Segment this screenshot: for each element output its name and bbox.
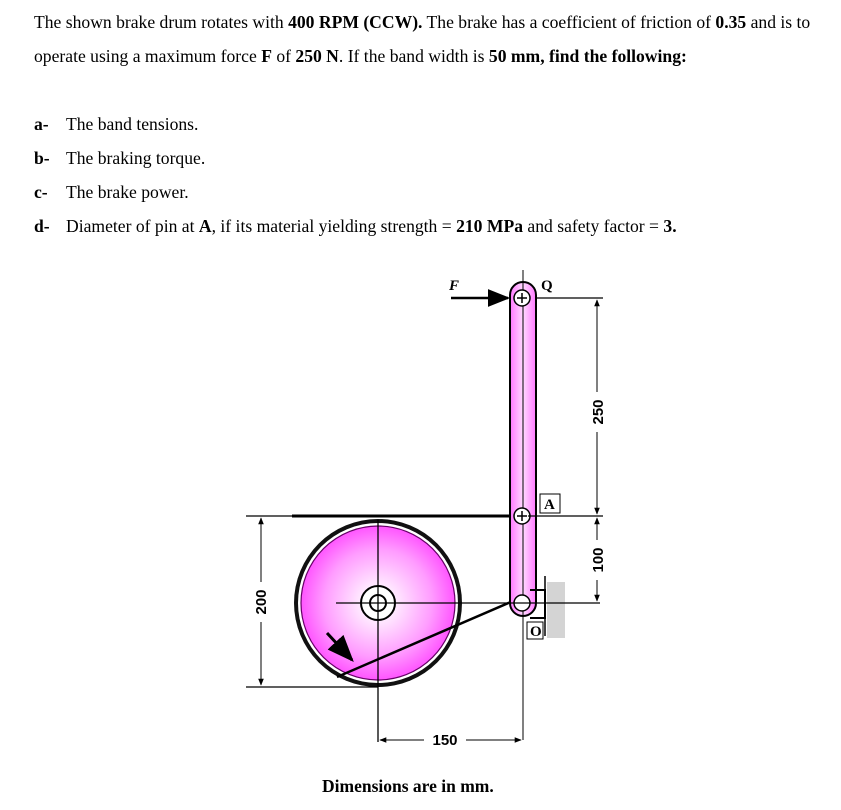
band-width-value: 50 mm bbox=[488, 45, 541, 66]
item-text: The brake power. bbox=[66, 182, 189, 202]
item-label: c- bbox=[34, 182, 48, 202]
o-label: O bbox=[530, 624, 542, 640]
force-value: 250 N bbox=[295, 45, 339, 66]
q-label: Q bbox=[541, 278, 553, 294]
a-label: A bbox=[544, 497, 555, 513]
dim-150-label: 150 bbox=[432, 732, 458, 749]
text-span: The brake has a coefficient of friction of bbox=[422, 12, 716, 32]
brake-lever bbox=[510, 270, 536, 740]
dim-200-label: 200 bbox=[253, 589, 270, 615]
item-text: and safety factor = bbox=[523, 216, 664, 236]
yield-strength-value: 210 MPa bbox=[456, 216, 524, 236]
support-block bbox=[547, 582, 565, 638]
rpm-value: 400 RPM (CCW). bbox=[288, 12, 423, 32]
figure-caption: Dimensions are in mm. bbox=[322, 776, 494, 796]
safety-factor-value: 3. bbox=[663, 216, 677, 236]
force-symbol: F bbox=[261, 45, 272, 66]
force-label: F bbox=[449, 278, 460, 294]
friction-value: 0.35 bbox=[715, 12, 747, 32]
pin-a-label: A bbox=[198, 216, 212, 236]
item-label: b- bbox=[34, 148, 50, 168]
text-span: The shown brake drum rotates with bbox=[34, 12, 289, 32]
text-span: and is to operate using a maximum force bbox=[34, 12, 811, 66]
item-text: The band tensions. bbox=[66, 114, 199, 134]
dim-100-label: 100 bbox=[590, 547, 607, 573]
dim-250-label: 250 bbox=[590, 399, 607, 425]
text-span: of bbox=[271, 45, 296, 66]
text-span: . If the band width is bbox=[338, 45, 489, 66]
item-label: d- bbox=[34, 216, 50, 236]
item-text: , if its material yielding strength = bbox=[211, 216, 457, 236]
item-text: The braking torque. bbox=[66, 148, 206, 168]
item-text: Diameter of pin at bbox=[66, 216, 199, 236]
item-label: a- bbox=[34, 114, 49, 134]
find-the-following: , find the following: bbox=[540, 45, 687, 66]
